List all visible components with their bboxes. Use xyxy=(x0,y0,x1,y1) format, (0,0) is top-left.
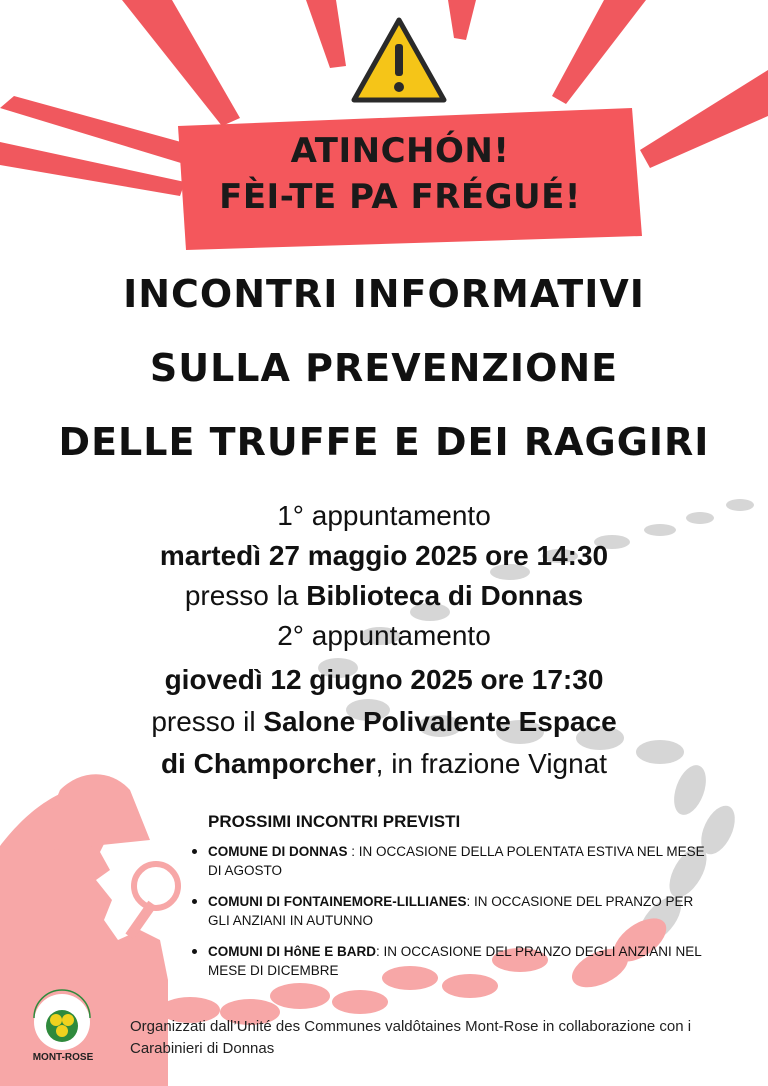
appointment-1-place-name: Biblioteca di Donnas xyxy=(306,580,584,611)
appointment-2-label: 2° appuntamento xyxy=(277,620,491,651)
footer-text: Organizzati dall’Unité des Communes valdôtaines Mont-Rose in collaborazione con i Carabinieri di Donnas xyxy=(130,1018,692,1057)
headline-line-3: DELLE TRUFFE E DEI RAGGIRI xyxy=(58,420,710,464)
appointment-2-place-name-1: Salone Polivalente Espace xyxy=(263,706,617,737)
logo-label: MONT-ROSE xyxy=(32,1052,94,1063)
warning-banner xyxy=(190,128,610,220)
headline-line-1: INCONTRI INFORMATIVI xyxy=(123,272,645,316)
appointment-1-datetime: martedì 27 maggio 2025 ore 14:30 xyxy=(159,540,609,571)
list-item xyxy=(188,942,708,980)
next-meetings-title: PROSSIMI INCONTRI PREVISTI xyxy=(208,812,461,831)
list-item xyxy=(188,892,708,930)
list-item-text: : IN OCCASIONE DEL PRANZO DEGLI ANZIANI NEL MESE DI DICEMBRE xyxy=(208,944,702,978)
list-item-text: : IN OCCASIONE DEL PRANZO PER GLI ANZIANI IN AUTUNNO xyxy=(208,894,694,928)
appointment-1-place xyxy=(40,580,728,612)
list-item-bold: COMUNI DI HôNE E BARD xyxy=(208,944,376,959)
list-item-text: : IN OCCASIONE DELLA POLENTATA ESTIVA NEL MESE DI AGOSTO xyxy=(208,844,705,878)
appointment-1-place-prefix: presso la xyxy=(184,580,307,611)
warning-triangle-icon xyxy=(354,20,444,100)
headline-line-2: SULLA PREVENZIONE xyxy=(149,346,619,390)
logo-emblem xyxy=(34,990,90,1050)
list-item-bold: COMUNE DI DONNAS xyxy=(208,844,348,859)
appointment-2-place-line-1 xyxy=(40,706,728,738)
banner-line-1: ATINCHÓN! xyxy=(290,131,510,171)
next-meetings-list xyxy=(188,842,708,992)
appointment-2-place-name-2: di Champorcher xyxy=(160,748,376,779)
appointment-2-datetime: giovedì 12 giugno 2025 ore 17:30 xyxy=(164,664,604,695)
appointment-1-label: 1° appuntamento xyxy=(277,500,491,531)
list-item-bold: COMUNI DI FONTAINEMORE-LILLIANES xyxy=(208,894,467,909)
appointment-2-place-prefix: presso il xyxy=(151,706,264,737)
banner-line-2: FÈI-TE PA FRÉGUÉ! xyxy=(219,177,581,217)
appointment-2-place-line-2 xyxy=(40,748,728,780)
appointment-2-place-suffix: , in frazione Vignat xyxy=(375,748,608,779)
list-item xyxy=(188,842,708,880)
